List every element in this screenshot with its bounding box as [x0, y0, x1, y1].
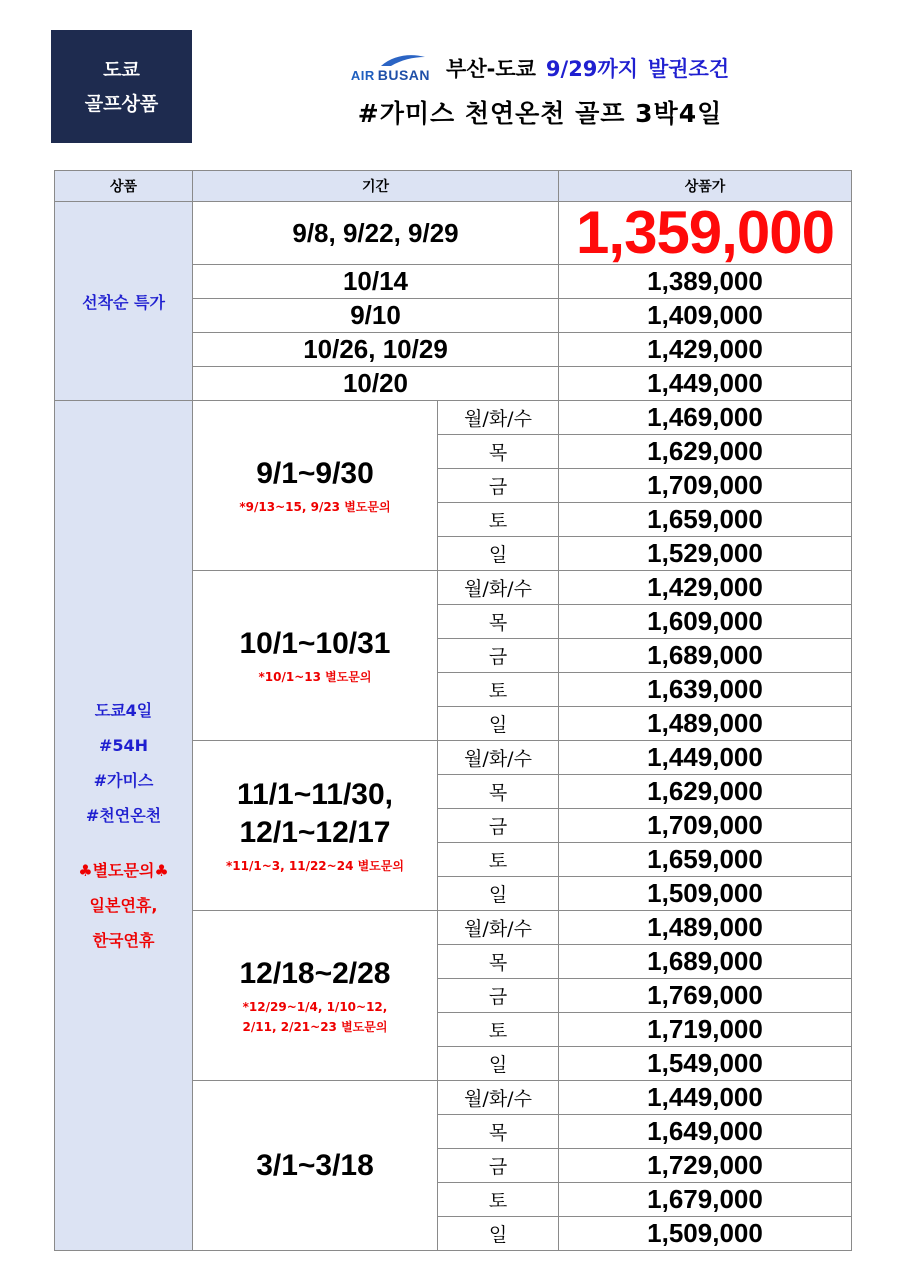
airbusan-logo [351, 53, 430, 83]
price-cell: 1,729,000 [559, 1149, 852, 1183]
price-cell: 1,629,000 [559, 435, 852, 469]
period-note: *10/1~13 별도문의 [258, 669, 372, 684]
period-cell [193, 1081, 438, 1251]
price-table [54, 170, 852, 1251]
badge-line1: 도쿄 [103, 58, 140, 81]
period-note: *11/1~3, 11/22~24 별도문의 [226, 858, 404, 873]
price-cell: 1,549,000 [559, 1047, 852, 1081]
weekday-cell: 금 [438, 469, 559, 503]
special-price: 1,389,000 [559, 265, 852, 299]
period-name: 10/1~10/31 [239, 626, 391, 660]
weekday-cell: 일 [438, 1217, 559, 1251]
side-line: 일본연휴, [89, 896, 158, 915]
weekday-cell: 월/화/수 [438, 741, 559, 775]
period-name: 11/1~11/30, [236, 777, 393, 811]
price-cell: 1,649,000 [559, 1115, 852, 1149]
weekday-cell: 목 [438, 945, 559, 979]
special-dates: 10/26, 10/29 [193, 333, 559, 367]
weekday-cell: 토 [438, 1183, 559, 1217]
period-cell [193, 741, 438, 911]
route-text: 부산-도쿄 [446, 57, 536, 81]
price-cell: 1,769,000 [559, 979, 852, 1013]
period-note: *9/13~15, 9/23 별도문의 [239, 499, 391, 514]
price-cell: 1,629,000 [559, 775, 852, 809]
price-cell: 1,489,000 [559, 707, 852, 741]
period-cell [193, 911, 438, 1081]
side-line: ♣별도문의♣ [78, 861, 169, 880]
weekday-cell: 일 [438, 1047, 559, 1081]
header-price: 상품가 [559, 171, 852, 202]
condition-text: 발권조건 [647, 57, 730, 81]
weekday-cell: 월/화/수 [438, 1081, 559, 1115]
weekday-cell: 일 [438, 537, 559, 571]
price-cell: 1,689,000 [559, 945, 852, 979]
side-line: #천연온천 [85, 806, 162, 825]
price-cell: 1,529,000 [559, 537, 852, 571]
weekday-cell: 목 [438, 775, 559, 809]
price-cell: 1,489,000 [559, 911, 852, 945]
price-cell: 1,449,000 [559, 741, 852, 775]
wing-icon [379, 53, 427, 67]
period-name: 3/1~3/18 [256, 1148, 374, 1182]
product-badge [51, 30, 192, 143]
special-price: 1,359,000 [559, 202, 852, 265]
weekday-cell: 일 [438, 877, 559, 911]
logo-busan-text: BUSAN [377, 67, 431, 83]
package-description [55, 401, 193, 1251]
period-note-line2: 2/11, 2/21~23 별도문의 [242, 1019, 388, 1034]
table-row [55, 202, 852, 265]
weekday-cell: 목 [438, 605, 559, 639]
period-name: 9/1~9/30 [256, 456, 374, 490]
header-period: 기간 [193, 171, 559, 202]
page-header [200, 48, 880, 130]
deadline-text: 9/29까지 [545, 57, 638, 81]
weekday-cell: 월/화/수 [438, 401, 559, 435]
price-cell: 1,709,000 [559, 809, 852, 843]
period-note: *12/29~1/4, 1/10~12, [242, 999, 388, 1014]
weekday-cell: 목 [438, 435, 559, 469]
side-line: 한국연휴 [92, 931, 155, 950]
weekday-cell: 목 [438, 1115, 559, 1149]
price-cell: 1,659,000 [559, 503, 852, 537]
badge-line2: 골프상품 [84, 92, 159, 115]
special-dates: 9/10 [193, 299, 559, 333]
header-line1 [200, 48, 880, 88]
price-cell: 1,509,000 [559, 877, 852, 911]
period-name: 12/18~2/28 [239, 956, 391, 990]
side-line: 도쿄4일 [94, 701, 153, 720]
price-cell: 1,609,000 [559, 605, 852, 639]
logo-air-text: AIR [350, 68, 375, 83]
page-subtitle: #가미스 천연온천 골프 3박4일 [357, 99, 723, 128]
special-price: 1,409,000 [559, 299, 852, 333]
special-dates: 9/8, 9/22, 9/29 [193, 202, 559, 265]
price-cell: 1,719,000 [559, 1013, 852, 1047]
weekday-cell: 금 [438, 809, 559, 843]
weekday-cell: 금 [438, 979, 559, 1013]
price-cell: 1,689,000 [559, 639, 852, 673]
price-cell: 1,659,000 [559, 843, 852, 877]
weekday-cell: 월/화/수 [438, 571, 559, 605]
price-cell: 1,679,000 [559, 1183, 852, 1217]
special-dates: 10/20 [193, 367, 559, 401]
price-cell: 1,709,000 [559, 469, 852, 503]
special-label: 선착순 특가 [55, 202, 193, 401]
table-header-row [55, 171, 852, 202]
weekday-cell: 토 [438, 843, 559, 877]
weekday-cell: 금 [438, 1149, 559, 1183]
side-line: #가미스 [93, 771, 154, 790]
price-cell: 1,429,000 [559, 571, 852, 605]
price-cell: 1,509,000 [559, 1217, 852, 1251]
special-price: 1,449,000 [559, 367, 852, 401]
price-cell: 1,469,000 [559, 401, 852, 435]
weekday-cell: 토 [438, 1013, 559, 1047]
price-cell: 1,449,000 [559, 1081, 852, 1115]
side-line: #54H [98, 736, 149, 755]
weekday-cell: 토 [438, 503, 559, 537]
period-cell [193, 401, 438, 571]
period-cell [193, 571, 438, 741]
weekday-cell: 금 [438, 639, 559, 673]
weekday-cell: 토 [438, 673, 559, 707]
header-product: 상품 [55, 171, 193, 202]
special-price: 1,429,000 [559, 333, 852, 367]
weekday-cell: 월/화/수 [438, 911, 559, 945]
special-dates: 10/14 [193, 265, 559, 299]
period-name-line2: 12/1~12/17 [239, 815, 391, 849]
weekday-cell: 일 [438, 707, 559, 741]
price-cell: 1,639,000 [559, 673, 852, 707]
table-row [55, 401, 852, 435]
